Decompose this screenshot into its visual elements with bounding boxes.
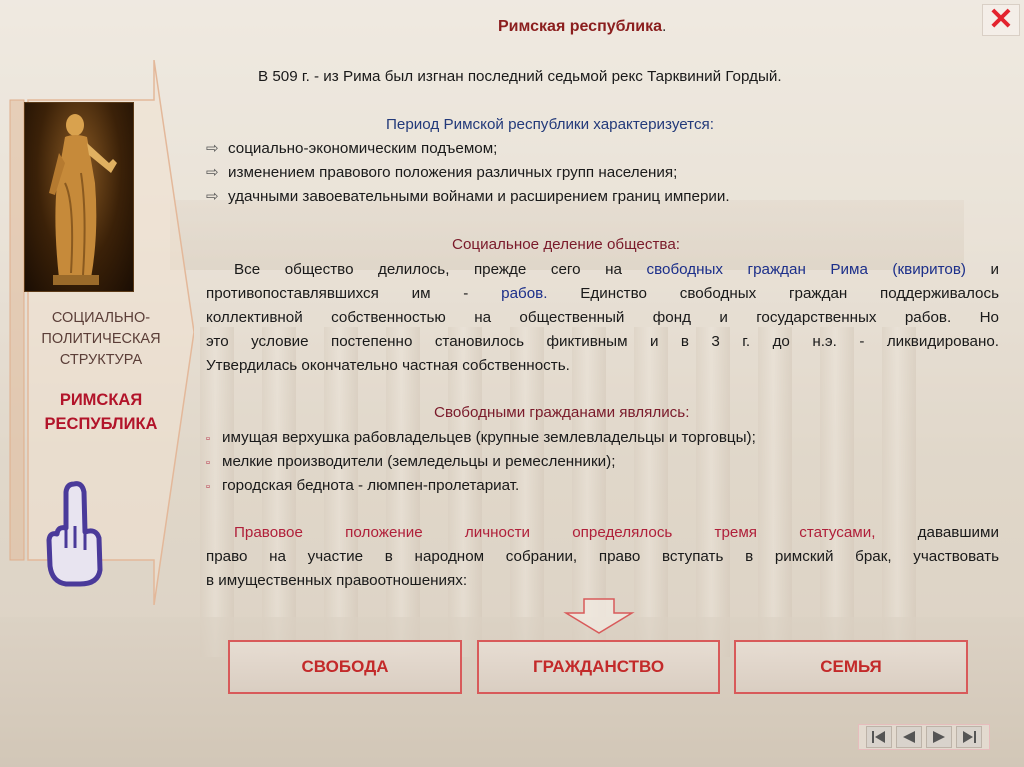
pointing-hand-icon[interactable] xyxy=(44,478,106,588)
statue-portrait xyxy=(24,102,134,292)
first-icon xyxy=(871,730,887,744)
status-freedom-button[interactable]: СВОБОДА xyxy=(228,640,462,694)
intro-text: В 509 г. - из Рима был изгнан последний седьмой рекс Тарквиний Гордый. xyxy=(258,68,782,85)
period-heading: Период Римской республики характеризуется: xyxy=(386,116,715,133)
status-family-button[interactable]: СЕМЬЯ xyxy=(734,640,968,694)
arrow-right-outline-icon: ⇨ xyxy=(206,140,219,157)
close-button[interactable] xyxy=(982,4,1020,36)
period-item: ⇨ социально-экономическим подъемом; xyxy=(206,138,497,160)
square-bullet-icon: ▫ xyxy=(206,481,210,493)
arrow-down-icon xyxy=(562,597,636,635)
free-item: ▫ имущая верхушка рабовладельцев (крупные землевладельцы и торговцы); xyxy=(206,427,756,450)
sidebar-title: СОЦИАЛЬНО-ПОЛИТИЧЕСКАЯ СТРУКТУРА xyxy=(41,310,161,368)
first-button[interactable] xyxy=(866,726,892,748)
social-paragraph-line: Все общество делилось, прежде сего на свободных граждан Рима (квиритов) и xyxy=(234,261,999,278)
previous-icon xyxy=(901,730,917,744)
square-bullet-icon: ▫ xyxy=(206,433,210,445)
next-button[interactable] xyxy=(926,726,952,748)
social-heading: Социальное деление общества: xyxy=(452,236,680,253)
square-bullet-icon: ▫ xyxy=(206,457,210,469)
sidebar-subtitle: РИМСКАЯ РЕСПУБЛИКА xyxy=(44,391,158,433)
social-paragraph-line: коллективной собственностью на общественный фонд и государственных рабов. Но xyxy=(206,309,999,326)
slide-navigation xyxy=(858,724,990,750)
last-button[interactable] xyxy=(956,726,982,748)
period-item: ⇨ изменением правового положения различных групп населения; xyxy=(206,162,677,184)
legal-paragraph-line: в имущественных правоотношениях: xyxy=(206,572,468,589)
previous-button[interactable] xyxy=(896,726,922,748)
social-paragraph-line: это условие постепенно становилось фиктивным и в 3 г. до н.э. - ликвидировано. xyxy=(206,333,999,350)
free-item: ▫ мелкие производители (земледельцы и ремесленники); xyxy=(206,451,615,474)
last-icon xyxy=(961,730,977,744)
page-title: Римская республика. xyxy=(498,18,667,35)
arrow-right-outline-icon: ⇨ xyxy=(206,188,219,205)
arrow-right-outline-icon: ⇨ xyxy=(206,164,219,181)
free-item: ▫ городская беднота - люмпен-пролетариат. xyxy=(206,475,519,498)
period-item: ⇨ удачными завоевательными войнами и расширением границ империи. xyxy=(206,186,730,208)
status-citizenship-button[interactable]: ГРАЖДАНСТВО xyxy=(477,640,720,694)
legal-paragraph-line: право на участие в народном собрании, право вступать в римский брак, участвовать xyxy=(206,548,999,565)
social-paragraph-line: противопоставлявшихся им - рабов. Единство свободных граждан поддерживалось xyxy=(206,285,999,302)
close-icon: ✕ xyxy=(988,3,1014,36)
social-paragraph-line: Утвердилась окончательно частная собственность. xyxy=(206,357,570,374)
legal-paragraph-line: Правовое положение личности определялось тремя статусами, дававшими xyxy=(234,524,999,541)
free-heading: Свободными гражданами являлись: xyxy=(434,404,690,421)
next-icon xyxy=(931,730,947,744)
